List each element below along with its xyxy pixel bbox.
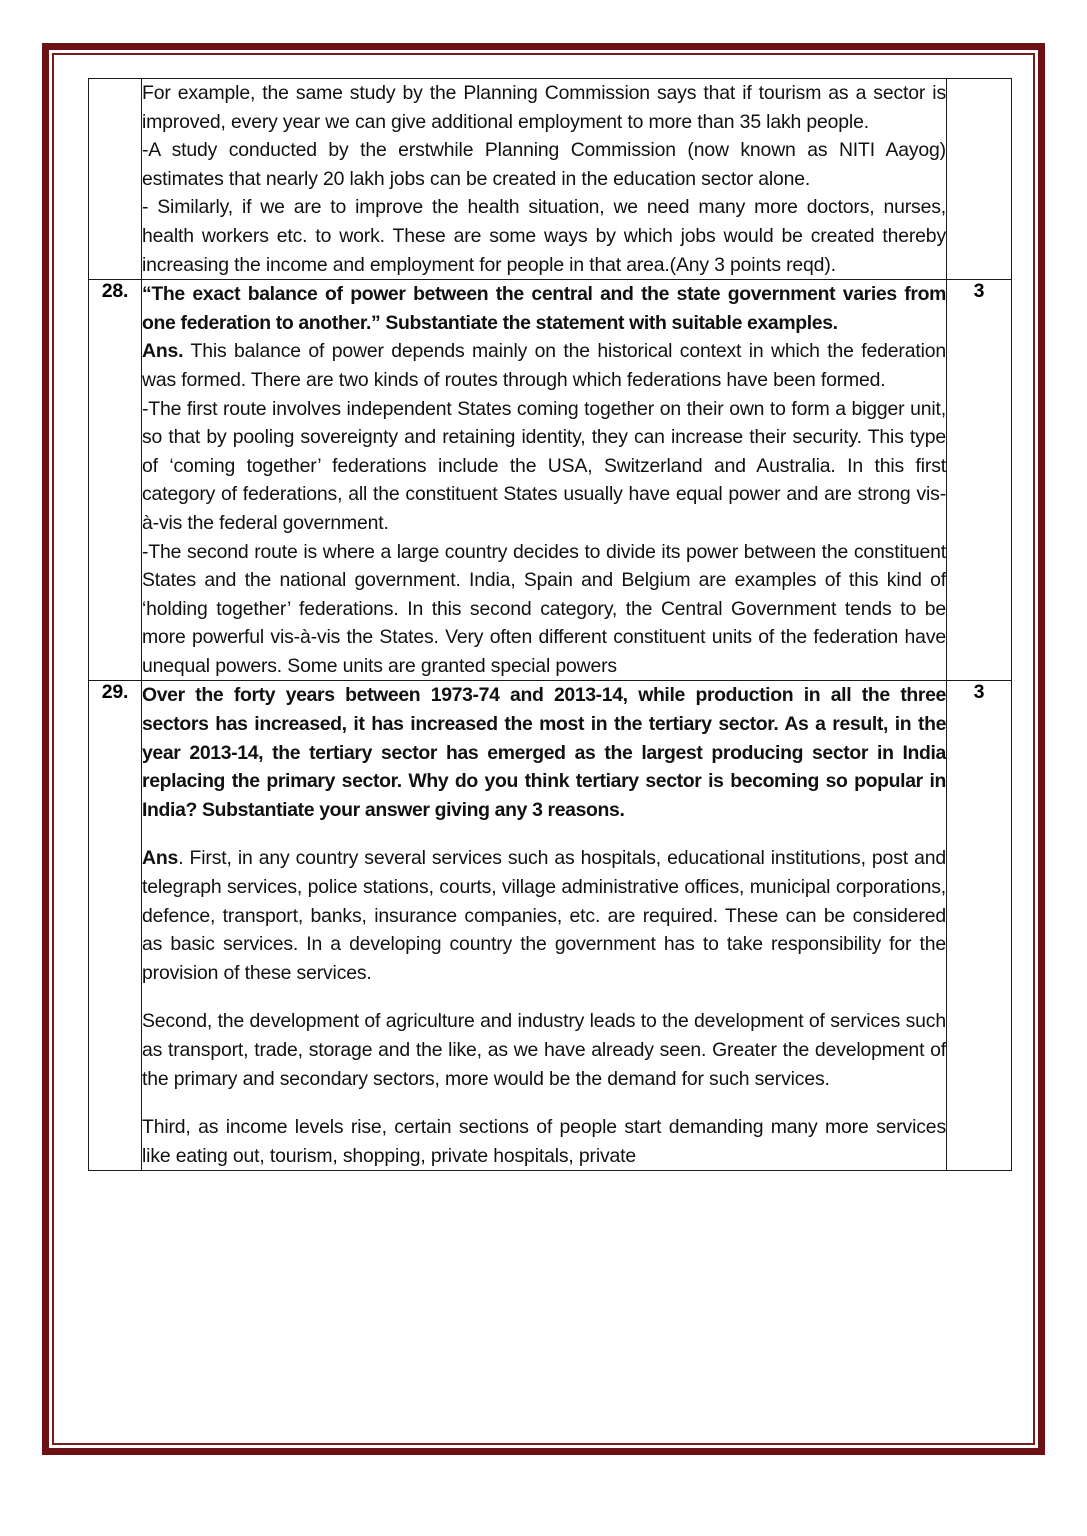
answer-paragraph: Over the forty years between 1973-74 and 2013-14, while production in all the three sectors has increased, it has increased the most in the tertiary sector. As a result, in the year 2013-14, the tertiary sector has emerged as the largest producing sector in India replacing the primary sector. Why do you think tertiary sector is becoming so popular in India? Substantiate your answer giving any 3 reasons. (142, 684, 946, 821)
answer-label: Ans. (142, 340, 184, 363)
answer-text: . First, in any country several services such as hospitals, educational institutions, post and telegraph services, police stations, courts, village administrative offices, municipal corporations, defence, transport, banks, insurance companies, etc. are required. These can be considered as basic services. In a developing country the government has to take responsibility for the provision of these services. (142, 847, 946, 984)
answer-body-cell (142, 280, 947, 681)
answer-paragraph (142, 337, 946, 394)
answer-key-table-container (88, 78, 1011, 1171)
answer-paragraph: -A study conducted by the erstwhile Planning Commission (now known as NITI Aayog) estimates that nearly 20 lakh jobs can be created in the education sector alone. (142, 139, 946, 190)
table-row (89, 79, 1012, 280)
question-number-cell: 29. (89, 681, 142, 1171)
marks-cell (947, 79, 1012, 280)
answer-paragraph: For example, the same study by the Planning Commission says that if tourism as a sector is improved, every year we can give additional employment to more than 35 lakh people. (142, 82, 946, 133)
answer-paragraph: “The exact balance of power between the central and the state government varies from one federation to another.” Substantiate the statement with suitable examples. (142, 283, 946, 334)
question-number-cell (89, 79, 142, 280)
answer-paragraph: -The first route involves independent States coming together on their own to form a bigger unit, so that by pooling sovereignty and retaining identity, they can increase their security. This type of ‘coming together’ federations include the USA, Switzerland and Australia. In this first category of federations, all the constituent States usually have equal power and are strong vis-à-vis the federal government. (142, 397, 946, 534)
table-row (89, 280, 1012, 681)
marks-cell: 3 (947, 681, 1012, 1171)
answer-paragraph (142, 844, 946, 987)
answer-body-cell (142, 681, 947, 1171)
marks-cell: 3 (947, 280, 1012, 681)
answer-label: Ans (142, 847, 179, 870)
answer-body-cell (142, 79, 947, 280)
question-number-cell: 28. (89, 280, 142, 681)
answer-paragraph: Second, the development of agriculture and industry leads to the development of services such as transport, trade, storage and the like, as we have already seen. Greater the development of the primary and secondary sectors, more would be the demand for such services. (142, 1010, 946, 1090)
answer-paragraph: -The second route is where a large country decides to divide its power between the constituent States and the national government. India, Spain and Belgium are examples of this kind of ‘holding together’ federations. In this second category, the Central Government tends to be more powerful vis-à-vis the States. Very often different constituent units of the federation have unequal powers. Some units are granted special powers (142, 540, 946, 677)
table-row (89, 681, 1012, 1171)
answer-key-table (88, 78, 1012, 1171)
answer-text: This balance of power depends mainly on the historical context in which the federation was formed. There are two kinds of routes through which federations have been formed. (142, 340, 946, 391)
answer-paragraph: Third, as income levels rise, certain sections of people start demanding many more services like eating out, tourism, shopping, private hospitals, private (142, 1116, 946, 1167)
answer-paragraph: - Similarly, if we are to improve the health situation, we need many more doctors, nurses, health workers etc. to work. These are some ways by which jobs would be created thereby increasing the income and employment for people in that area.(Any 3 points reqd). (142, 196, 946, 276)
